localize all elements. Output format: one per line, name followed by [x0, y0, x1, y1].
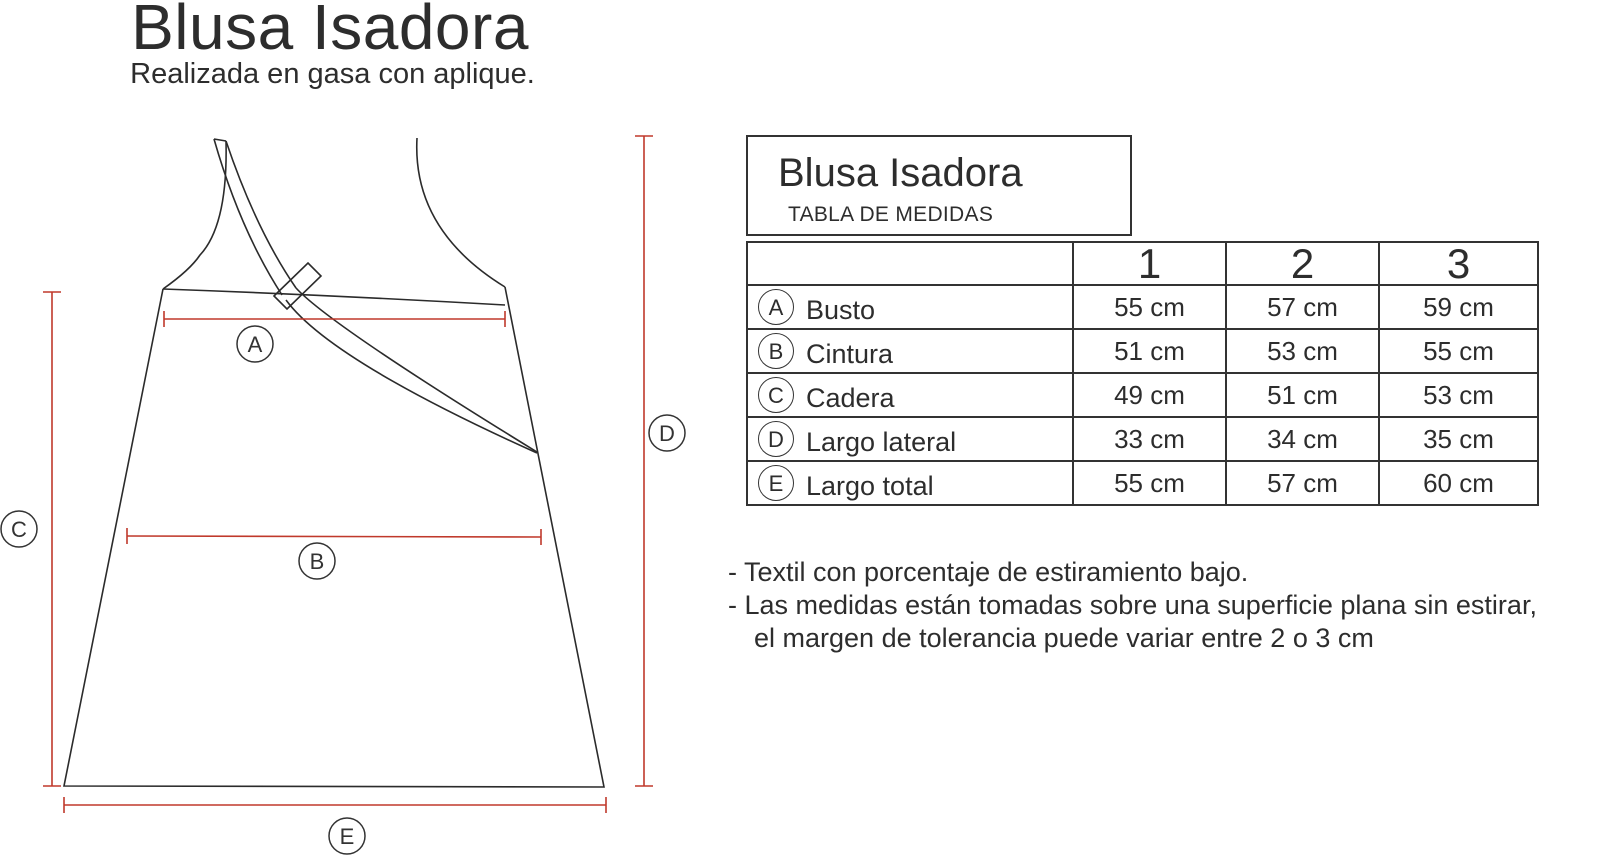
size-table	[746, 241, 1539, 506]
note-line: - Textil con porcentaje de estiramiento bajo.	[728, 557, 1249, 587]
page-title: Blusa Isadora	[131, 0, 529, 63]
table-cell: 49 cm	[1073, 373, 1226, 417]
table-cell: 53 cm	[1226, 329, 1379, 373]
svg-text:E: E	[339, 824, 355, 849]
marker-badge: A	[758, 289, 794, 325]
measure-name-cell	[747, 461, 1073, 505]
marker-b	[299, 543, 335, 579]
size-header: 2	[1226, 242, 1379, 285]
svg-text:C: C	[11, 517, 27, 542]
note-line: el margen de tolerancia puede variar entre 2 o 3 cm	[754, 623, 1374, 653]
marker-d	[649, 415, 685, 451]
table-row	[747, 461, 1538, 505]
measure-name: Largo lateral	[806, 426, 957, 457]
table-cell: 59 cm	[1379, 285, 1538, 329]
label-title: Blusa Isadora	[778, 151, 1023, 195]
measure-name: Cadera	[806, 382, 895, 413]
garment-outline	[64, 138, 604, 787]
table-row	[747, 285, 1538, 329]
svg-text:D: D	[659, 421, 675, 446]
table-cell: 55 cm	[1073, 285, 1226, 329]
size-chart-label	[746, 135, 1132, 236]
measure-name-cell	[747, 417, 1073, 461]
table-row	[747, 417, 1538, 461]
table-row	[747, 373, 1538, 417]
table-header-row	[747, 242, 1538, 285]
table-cell: 53 cm	[1379, 373, 1538, 417]
svg-text:B: B	[309, 549, 325, 574]
table-cell: 51 cm	[1226, 373, 1379, 417]
size-header: 3	[1379, 242, 1538, 285]
measure-name-cell	[747, 329, 1073, 373]
marker-a	[237, 326, 273, 362]
measure-line-b	[127, 536, 541, 537]
measure-name-cell	[747, 373, 1073, 417]
marker-badge: B	[758, 333, 794, 369]
garment-diagram	[0, 0, 720, 856]
measure-name: Busto	[806, 294, 876, 325]
page-subtitle: Realizada en gasa con aplique.	[130, 58, 535, 90]
measure-name: Largo total	[806, 470, 934, 501]
measure-lines	[43, 136, 653, 813]
table-cell: 55 cm	[1073, 461, 1226, 505]
svg-text:A: A	[247, 332, 263, 357]
table-cell: 57 cm	[1226, 461, 1379, 505]
marker-e	[329, 818, 365, 854]
size-header: 1	[1073, 242, 1226, 285]
table-cell: 60 cm	[1379, 461, 1538, 505]
label-subtitle: TABLA DE MEDIDAS	[788, 203, 994, 226]
table-cell: 33 cm	[1073, 417, 1226, 461]
marker-badge: E	[758, 465, 794, 501]
notes	[728, 556, 1537, 655]
table-cell: 51 cm	[1073, 329, 1226, 373]
marker-badge: D	[758, 421, 794, 457]
table-cell: 35 cm	[1379, 417, 1538, 461]
table-cell: 57 cm	[1226, 285, 1379, 329]
note-line: - Las medidas están tomadas sobre una superficie plana sin estirar,	[728, 590, 1537, 620]
table-cell: 55 cm	[1379, 329, 1538, 373]
table-row	[747, 329, 1538, 373]
marker-c	[1, 511, 37, 547]
measure-name: Cintura	[806, 338, 894, 369]
table-cell: 34 cm	[1226, 417, 1379, 461]
marker-badge: C	[758, 377, 794, 413]
table-header-empty	[747, 242, 1073, 285]
measure-name-cell	[747, 285, 1073, 329]
